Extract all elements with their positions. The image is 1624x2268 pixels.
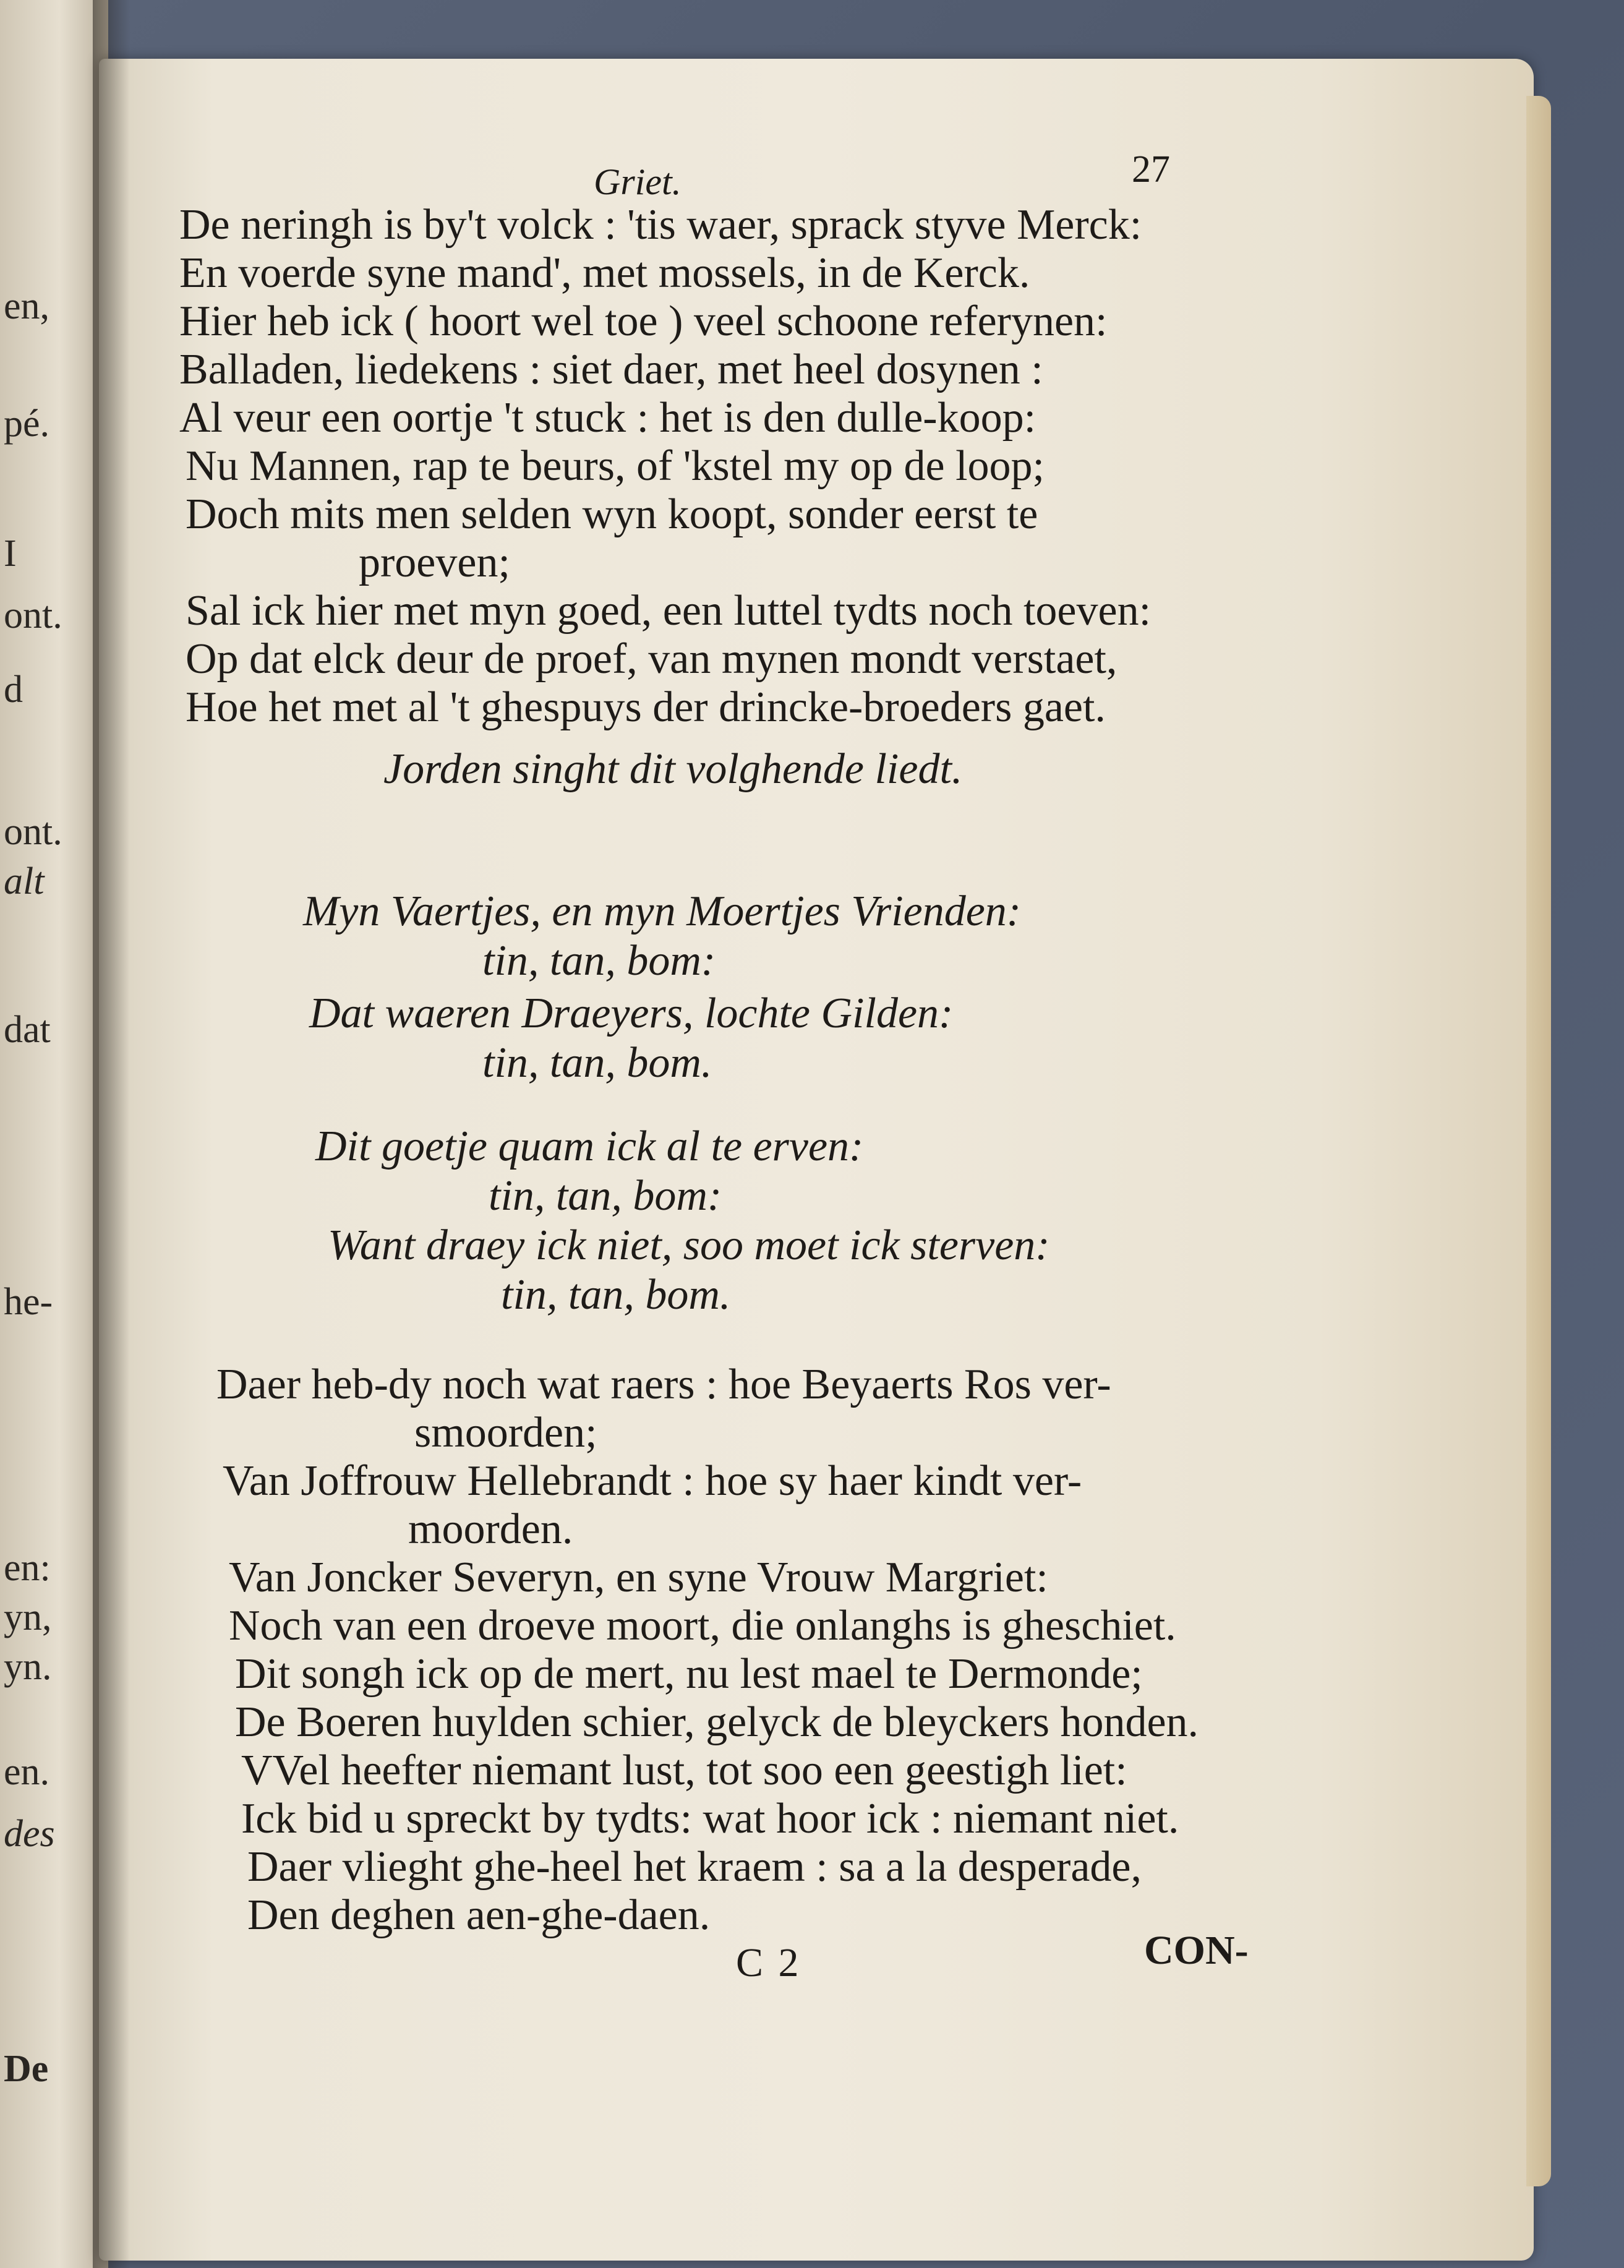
verse-line: Ick bid u spreckt by tydts: wat hoor ick : niemant niet.: [241, 1795, 1179, 1842]
verse-line: smoorden;: [414, 1409, 597, 1457]
page-number: 27: [1132, 148, 1170, 190]
song-line: Want draey ick niet, soo moet ick sterven:: [328, 1222, 1050, 1269]
verso-fragment: pé.: [4, 403, 50, 445]
verso-fragment: yn,: [4, 1596, 52, 1638]
verse-line: Hoe het met al 't ghespuys der drincke-broeders gaet.: [186, 683, 1106, 731]
catchword: CON-: [1144, 1928, 1249, 1973]
stage-direction: Jorden singht dit volghende liedt.: [383, 745, 963, 793]
verse-line: Van Joncker Severyn, en syne Vrouw Margriet:: [229, 1554, 1048, 1601]
song-line: Dit goetje quam ick al te erven:: [315, 1123, 864, 1170]
page-edge: [1526, 96, 1551, 2186]
verse-line: Balladen, liedekens : siet daer, met heel dosynen :: [179, 346, 1043, 393]
verse-line: Den deghen aen-ghe-daen.: [247, 1891, 711, 1939]
verse-line: En voerde syne mand', met mossels, in de Kerck.: [179, 249, 1030, 297]
verso-fragment: en:: [4, 1547, 51, 1589]
song-refrain: tin, tan, bom:: [489, 1172, 722, 1220]
verse-line: De Boeren huylden schier, gelyck de bleyckers honden.: [235, 1698, 1199, 1746]
verso-fragment: ont.: [4, 594, 62, 636]
verse-line: Daer vlieght ghe-heel het kraem : sa a la desperade,: [247, 1843, 1142, 1891]
verso-fragment: d: [4, 669, 23, 711]
verso-fragment: he-: [4, 1281, 53, 1323]
verso-fragment: alt: [4, 860, 45, 902]
verse-line: Nu Mannen, rap te beurs, of 'kstel my op de loop;: [186, 442, 1045, 490]
gutter-shadow: [93, 0, 130, 2268]
verso-fragment: ont.: [4, 811, 62, 853]
verso-fragment: des: [4, 1813, 55, 1855]
verse-line: Van Joffrouw Hellebrandt : hoe sy haer kindt ver-: [223, 1457, 1082, 1505]
verse-line: VVel heefter niemant lust, tot soo een geestigh liet:: [241, 1747, 1127, 1794]
song-refrain: tin, tan, bom.: [501, 1271, 731, 1319]
speaker-name: Griet.: [594, 161, 682, 202]
verso-fragment: dat: [4, 1009, 51, 1051]
verse-line: De neringh is by't volck : 'tis waer, sprack styve Merck:: [179, 201, 1142, 249]
song-refrain: tin, tan, bom:: [482, 937, 716, 985]
song-refrain: tin, tan, bom.: [482, 1039, 712, 1087]
verse-line: Sal ick hier met myn goed, een luttel tydts noch toeven:: [186, 587, 1152, 635]
verse-line: Al veur een oortje 't stuck : het is den dulle-koop:: [179, 394, 1036, 442]
left-page-fragment: [0, 0, 108, 2268]
verso-fragment: yn.: [4, 1646, 52, 1688]
verse-line: Doch mits men selden wyn koopt, sonder eerst te: [186, 490, 1038, 538]
verse-line: Op dat elck deur de proef, van mynen mondt verstaet,: [186, 635, 1118, 683]
verse-line: Hier heb ick ( hoort wel toe ) veel schoone referynen:: [179, 297, 1108, 345]
signature-mark: C 2: [736, 1940, 801, 1985]
song-line: Dat waeren Draeyers, lochte Gilden:: [309, 990, 954, 1037]
verse-line: moorden.: [408, 1505, 573, 1553]
song-line: Myn Vaertjes, en myn Moertjes Vrienden:: [303, 888, 1022, 935]
verse-line: Dit songh ick op de mert, nu lest mael te Dermonde;: [235, 1650, 1143, 1698]
verso-fragment: I: [4, 533, 17, 575]
verso-fragment: en.: [4, 1751, 50, 1793]
verse-line: Noch van een droeve moort, die onlanghs is gheschiet.: [229, 1602, 1176, 1650]
verse-line: proeven;: [359, 539, 510, 586]
verse-line: Daer heb-dy noch wat raers : hoe Beyaerts Ros ver-: [216, 1361, 1111, 1408]
verso-fragment: en,: [4, 285, 50, 327]
verso-fragment: De: [4, 2048, 49, 2090]
